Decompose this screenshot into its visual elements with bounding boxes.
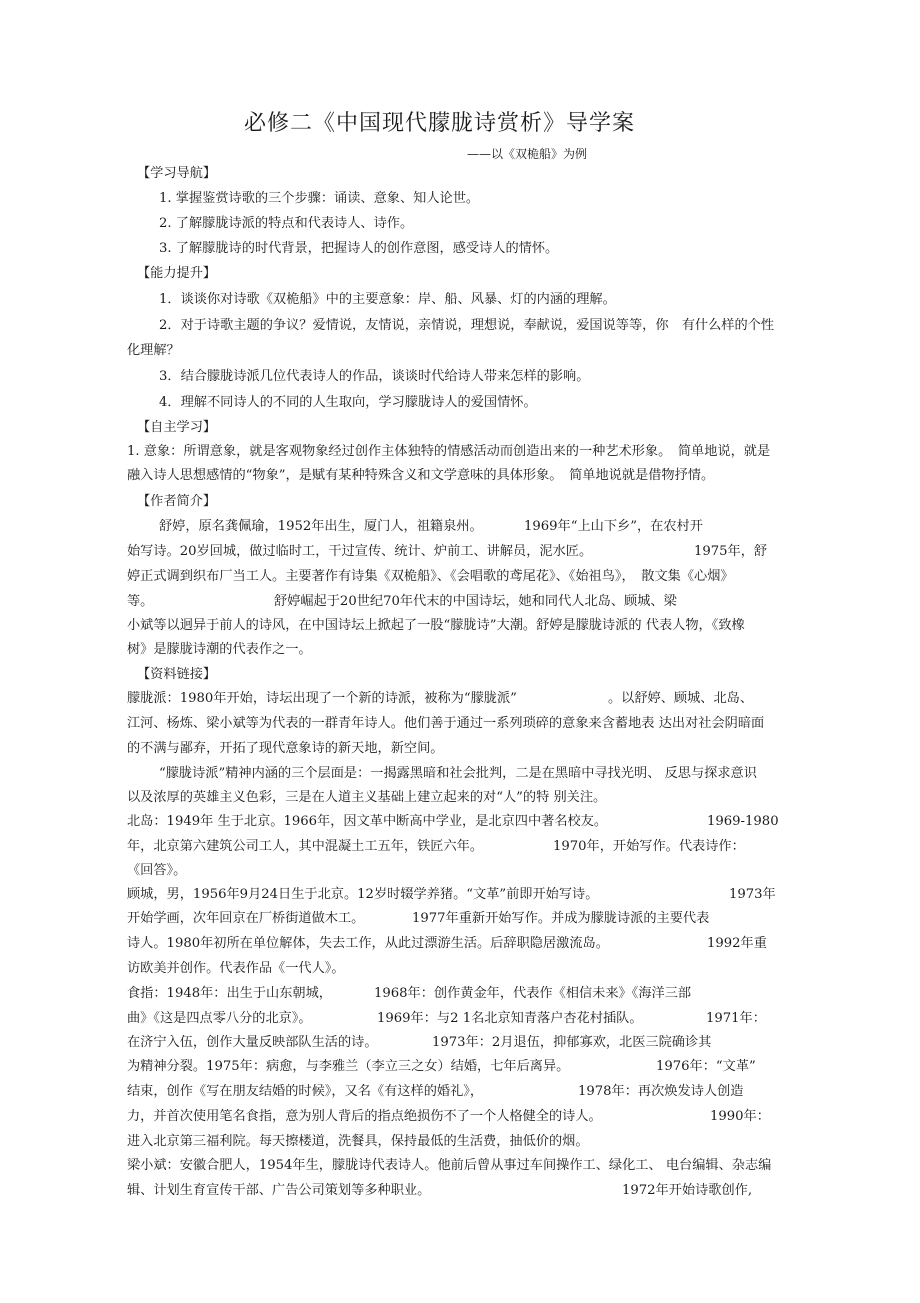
tisheng-line: 化理解？ bbox=[127, 343, 180, 358]
daohang-item: 3. 了解朦胧诗的时代背景，把握诗人的创作意图，感受诗人的情怀。 bbox=[159, 241, 559, 256]
tisheng-line: 4．理解不同诗人的不同的人生取向，学习朦胧诗人的爱国情怀。 bbox=[159, 395, 537, 410]
ziliao-line-seg: 1969年：与2 1名北京知青落户杏花村插队。 bbox=[377, 1011, 643, 1026]
section-heading-zuozhe: 【作者简介】 bbox=[137, 494, 217, 509]
tisheng-line: 1．谈谈你对诗歌《双桅船》中的主要意象：岸、船、风暴、灯的内涵的理解。 bbox=[159, 292, 616, 307]
ziliao-line-seg: 1990年： bbox=[710, 1109, 770, 1124]
daohang-item: 2. 了解朦胧诗派的特点和代表诗人、诗作。 bbox=[159, 216, 414, 231]
ziliao-line-seg: 访欧美并创作。代表作品《一代人》。 bbox=[127, 961, 345, 976]
page-title: 必修二《中国现代朦胧诗赏析》导学案 bbox=[244, 111, 636, 136]
ziliao-line-seg: 顾城，男，1956年9月24日生于北京。12岁时辍学养猪。“文革”前即开始写诗。 bbox=[127, 887, 599, 902]
ziliao-line-seg: 1976年：“文革” bbox=[656, 1059, 756, 1074]
zuozhe-line-seg: 等。 bbox=[127, 594, 154, 609]
section-heading-daohang: 【学习导航】 bbox=[137, 166, 217, 181]
ziliao-line-seg: 曲》《这是四点零八分的北京》。 bbox=[127, 1011, 312, 1026]
section-heading-tisheng: 【能力提升】 bbox=[137, 266, 217, 281]
ziliao-line-seg: 辑、计划生育宣传干部、广告公司策划等多种职业。 bbox=[127, 1183, 431, 1198]
zuozhe-line-seg: 舒婷崛起于20世纪70年代末的中国诗坛，她和同代人北岛、顾城、梁 bbox=[274, 594, 677, 609]
ziliao-line-seg: 结束，创作《写在朋友结婚的时候》，又名《有这样的婚礼》， bbox=[127, 1084, 484, 1099]
ziliao-line-seg: 1969-1980 bbox=[707, 814, 779, 829]
ziliao-line-seg: 进入北京第三福利院。每天擦楼道，洗餐具，保持最低的生活费，抽低价的烟。 bbox=[127, 1134, 589, 1149]
ziliao-line-seg: 江河、杨炼、梁小斌等为代表的一群青年诗人。他们善于通过一系列琐碎的意象来含蓄地表 达出对社会阴暗面 bbox=[127, 716, 765, 731]
zuozhe-line-seg: 小斌等以迥异于前人的诗风，在中国诗坛上掀起了一股“朦胧诗”大潮。舒婷是朦胧诗派的 代表人物，《致橡 bbox=[127, 618, 745, 633]
ziliao-line-seg: 以及浓厚的英雄主义色彩，三是在人道主义基础上建立起来的对“人”的特 别关注。 bbox=[127, 790, 607, 805]
ziliao-line-seg: 1978年：再次焕发诗人创造 bbox=[578, 1084, 744, 1099]
zuozhe-line-seg: 始写诗。20岁回城，做过临时工，干过宣传、统计、炉前工、讲解员，泥水匠。 bbox=[127, 544, 593, 559]
ziliao-line-seg: 1973年 bbox=[729, 887, 776, 902]
zuozhe-line-seg: 1969年“上山下乡”，在农村开 bbox=[524, 519, 703, 534]
ziliao-line-seg: 1973年：2月退伍，抑郁寡欢，北医三院确诊其 bbox=[432, 1035, 712, 1050]
ziliao-line-seg: 诗人。1980年初所在单位解体，失去工作，从此过漂游生活。后辞职隐居激流岛。 bbox=[127, 936, 609, 951]
tisheng-line: 3．结合朦胧诗派几位代表诗人的作品，谈谈时代给诗人带来怎样的影响。 bbox=[159, 369, 590, 384]
section-heading-ziliao: 【资料链接】 bbox=[137, 667, 217, 682]
zuozhe-line-seg: 婷正式调到织布厂当工人。主要著作有诗集《双桅船》、《会唱歌的鸢尾花》、《始祖鸟》， 散文集《心烟》 bbox=[127, 569, 734, 584]
zizhu-line: 融入诗人思想感情的“物象”，是赋有某种特殊含义和文学意味的具体形象。 简单地说就是借物抒情。 bbox=[127, 468, 715, 483]
ziliao-line-seg: 北岛：1949年 生于北京。1966年，因文革中断高中学业，是北京四中著名校友。 bbox=[127, 814, 608, 829]
ziliao-line-seg: 食指：1948年：出生于山东朝城， bbox=[127, 986, 332, 1001]
ziliao-line-seg: 1968年：创作黄金年，代表作《相信未来》《海洋三部 bbox=[374, 986, 692, 1001]
ziliao-line-seg: 。以舒婷、顾城、北岛、 bbox=[608, 691, 754, 706]
ziliao-line-seg: 《回答》。 bbox=[127, 863, 187, 878]
ziliao-line-seg: 在济宁入伍，创作大量反映部队生活的诗。 bbox=[127, 1035, 378, 1050]
ziliao-line-seg: 梁小斌：安徽合肥人，1954年生，朦胧诗代表诗人。他前后曾从事过车间操作工、绿化工、 电台编辑、杂志编 bbox=[127, 1158, 772, 1173]
ziliao-line-seg: 朦胧派：1980年开始，诗坛出现了一个新的诗派，被称为“朦胧派” bbox=[127, 691, 517, 706]
ziliao-line-seg: 1977年重新开始写作。并成为朦胧诗派的主要代表 bbox=[412, 911, 710, 926]
daohang-item: 1. 掌握鉴赏诗歌的三个步骤：诵读、意象、知人论世。 bbox=[159, 191, 480, 206]
zuozhe-line-seg: 舒婷，原名龚佩瑜，1952年出生，厦门人，祖籍泉州。 bbox=[159, 519, 483, 534]
ziliao-line-seg: 1971年： bbox=[706, 1011, 766, 1026]
page-subtitle: ——以《双桅船》为例 bbox=[467, 147, 588, 161]
ziliao-line-seg: “朦胧诗派”精神内涵的三个层面是：一揭露黑暗和社会批判，二是在黑暗中寻找光明、 反思与探求意识 bbox=[159, 766, 757, 781]
ziliao-line-seg: 开始学画，次年回京在厂桥街道做木工。 bbox=[127, 911, 365, 926]
ziliao-line-seg: 为精神分裂。1975年：病愈，与李雅兰（李立三之女）结婚，七年后离异。 bbox=[127, 1059, 570, 1074]
ziliao-line-seg: 力，并首次使用笔名食指，意为别人背后的指点绝损伤不了一个人格健全的诗人。 bbox=[127, 1109, 602, 1124]
tisheng-line: 2．对于诗歌主题的争议？爱情说，友情说，亲情说，理想说，奉献说，爱国说等等，你 有什么样的个性 bbox=[159, 318, 775, 333]
ziliao-line-seg: 年，北京第六建筑公司工人，其中混凝土工五年，铁匠六年。 bbox=[127, 839, 484, 854]
zuozhe-line-seg: 1975年，舒 bbox=[694, 544, 768, 559]
zizhu-line: 1. 意象：所谓意象，就是客观物象经过创作主体独特的情感活动而创造出来的一种艺术形象。 简单地说，就是 bbox=[127, 444, 771, 459]
zuozhe-line-seg: 树》是朦胧诗潮的代表作之一。 bbox=[127, 642, 312, 657]
section-heading-zizhu: 【自主学习】 bbox=[137, 420, 217, 435]
ziliao-line-seg: 1972年开始诗歌创作, bbox=[622, 1183, 753, 1198]
ziliao-line-seg: 的不满与鄙弃，开拓了现代意象诗的新天地，新空间。 bbox=[127, 741, 444, 756]
ziliao-line-seg: 1992年重 bbox=[707, 936, 767, 951]
ziliao-line-seg: 1970年，开始写作。代表诗作： bbox=[553, 839, 745, 854]
